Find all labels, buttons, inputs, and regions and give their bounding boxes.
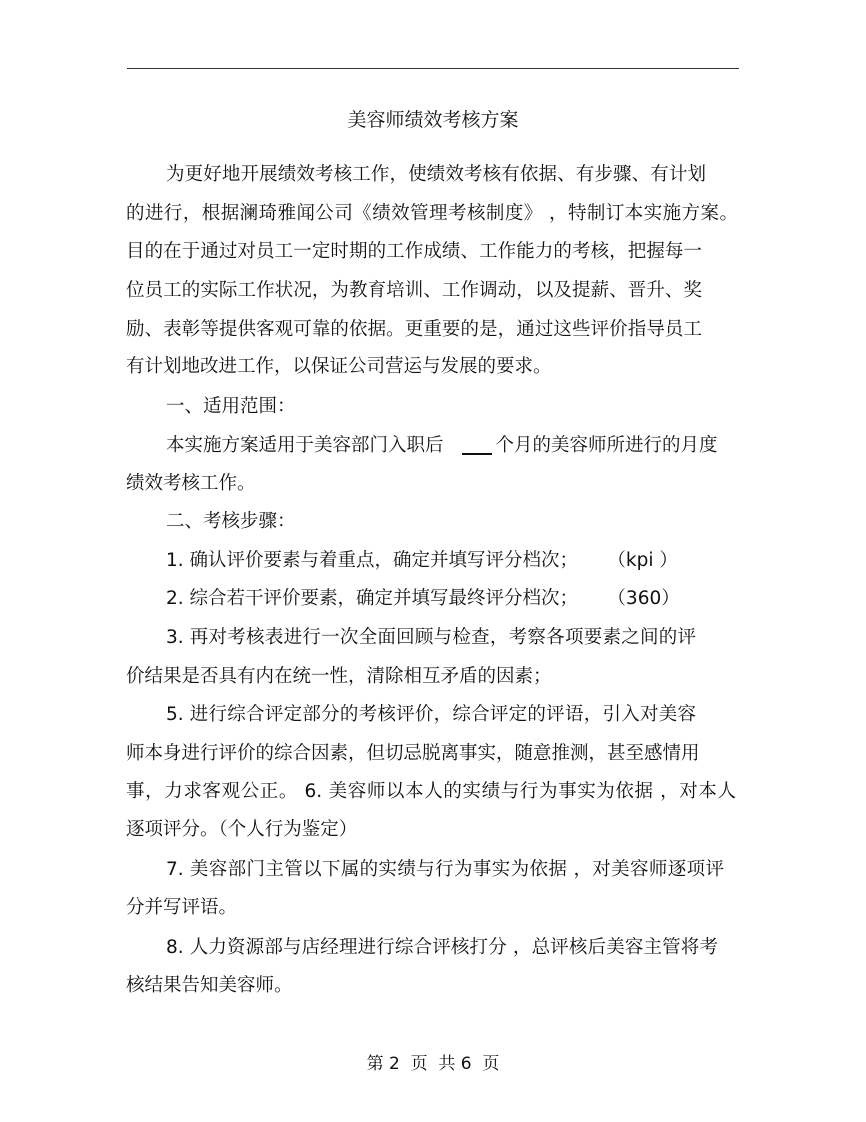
paragraph-line: 分并写评语。 <box>126 897 238 918</box>
list-item: 1. 确认评价要素与着重点，确定并填写评分档次； （kpi ） <box>166 550 678 571</box>
text: 本实施方案适用于美容部门入职后 <box>166 435 444 456</box>
list-item: 5. 进行综合评定部分的考核评价，综合评定的评语，引入对美容 <box>166 704 696 725</box>
section-heading: 二、考核步骤： <box>166 511 296 532</box>
text: 个月的美容师所进行的月度 <box>495 435 718 456</box>
paragraph-line: 为更好地开展绩效考核工作，使绩效考核有依据、有步骤、有计划 <box>166 164 706 185</box>
paragraph-line: 目的在于通过对员工一定时期的工作成绩、工作能力的考核，把握每一 <box>126 241 702 262</box>
paragraph-line: 有计划地改进工作，以保证公司营运与发展的要求。 <box>126 356 552 377</box>
paragraph-line: 励、表彰等提供客观可靠的依据。更重要的是，通过这些评价指导员工 <box>126 319 702 340</box>
paragraph-line: 位员工的实际工作状况，为教育培训、工作调动，以及提薪、晋升、奖 <box>126 280 702 301</box>
paragraph-line: 事，力求客观公正。 6. 美容师以本人的实绩与行为事实为依据 ，对本人 <box>126 781 736 802</box>
paragraph-line: 绩效考核工作。 <box>126 473 256 494</box>
page-number: 第 2 页 共 6 页 <box>366 1054 500 1074</box>
list-item: 7. 美容部门主管以下属的实绩与行为事实为依据 ，对美容师逐项评 <box>166 859 724 880</box>
paragraph-line: 的进行，根据澜琦雅闻公司《绩效管理考核制度》 ，特制订本实施方案。 <box>126 203 738 224</box>
paragraph-line: 价结果是否具有内在统一性，清除相互矛盾的因素； <box>126 666 552 687</box>
list-item: 2. 综合若干评价要素，确定并填写最终评分档次； （360） <box>166 588 680 609</box>
document-title: 美容师绩效考核方案 <box>347 109 519 131</box>
paragraph-line: 核结果告知美容师。 <box>126 975 293 996</box>
paragraph-line: 师本身进行评价的综合因素，但切忌脱离事实，随意推测，甚至感情用 <box>126 743 700 764</box>
header-rule <box>127 68 739 69</box>
blank-field <box>462 437 492 455</box>
list-item: 3. 再对考核表进行一次全面回顾与检查，考察各项要素之间的评 <box>166 627 696 648</box>
section-heading: 一、适用范围： <box>166 396 296 417</box>
paragraph-line <box>166 434 718 458</box>
list-item: 8. 人力资源部与店经理进行综合评核打分 ，总评核后美容主管将考 <box>166 937 718 958</box>
paragraph-line: 逐项评分。（个人行为鉴定） <box>126 819 358 840</box>
